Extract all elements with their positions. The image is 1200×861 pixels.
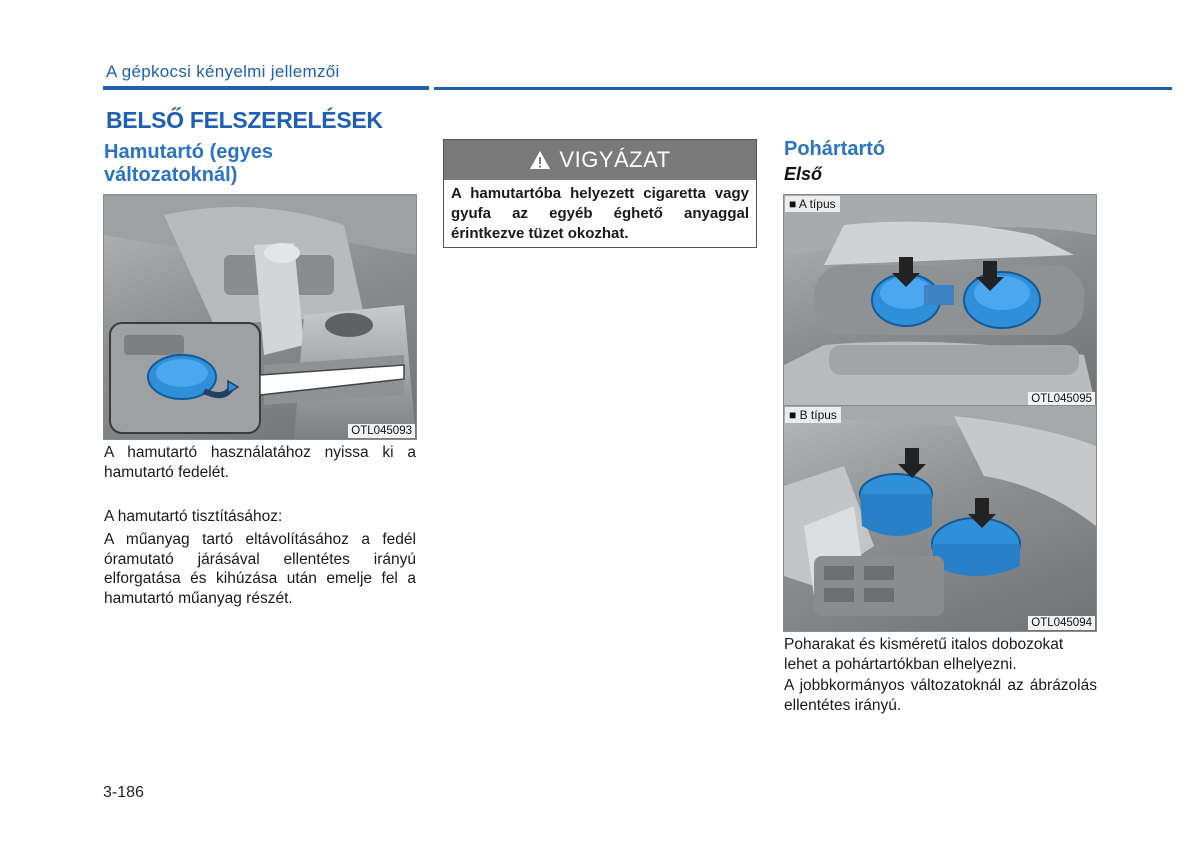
cupholder-paragraph-1: Poharakat és kisméretű italos dobozokat lehet a pohártartókban elhelyezni. xyxy=(784,636,1064,673)
warning-title: VIGYÁZAT xyxy=(559,147,671,172)
warning-text: A hamutartóba helyezett cigaretta vagy gyufa az egyéb éghető anyaggal érintkezve tüzet okozhat. xyxy=(451,185,749,242)
cupholder-b-illustration xyxy=(784,406,1096,631)
header-rule-right xyxy=(434,87,1172,90)
ashtray-image xyxy=(103,194,417,440)
ashtray-paragraph-open: A hamutartó használatához nyissa ki a hamutartó fedelét. xyxy=(104,444,416,481)
ashtray-illustration xyxy=(104,195,416,439)
chapter-title: A gépkocsi kényelmi jellemzői xyxy=(106,62,340,81)
image-code-label-b: OTL045094 xyxy=(1028,616,1095,630)
image-code-label-a: OTL045095 xyxy=(1028,392,1095,406)
type-a-label: ■ A típus xyxy=(785,196,840,212)
page-number: 3-186 xyxy=(103,784,144,801)
type-b-label: ■ B típus xyxy=(785,407,841,423)
ashtray-paragraph-remove: A műanyag tartó eltávolításához a fedél óramutató járásával ellentétes irányú elforgatása és kihúzása után emelje fel a hamutartó műanyag részét. xyxy=(104,531,416,607)
header-rule-left xyxy=(103,86,429,90)
cupholder-type-a-image xyxy=(783,194,1097,408)
ashtray-paragraph-clean: A hamutartó tisztításához: xyxy=(104,508,283,525)
cupholder-type-b-image xyxy=(783,405,1097,632)
warning-header xyxy=(444,140,756,180)
warning-box xyxy=(443,139,757,248)
ashtray-heading: Hamutartó (egyes változatoknál) xyxy=(104,141,273,186)
section-title: BELSŐ FELSZERELÉSEK xyxy=(106,107,383,133)
warning-icon xyxy=(529,150,551,170)
cupholder-heading: Pohártartó xyxy=(784,138,886,160)
cupholder-subheading: Első xyxy=(784,164,823,184)
cupholder-paragraph-2: A jobbkormányos változatoknál az ábrázolás ellentétes irányú. xyxy=(784,677,1097,714)
cupholder-a-illustration xyxy=(784,195,1096,407)
image-code-label: OTL045093 xyxy=(348,424,415,438)
